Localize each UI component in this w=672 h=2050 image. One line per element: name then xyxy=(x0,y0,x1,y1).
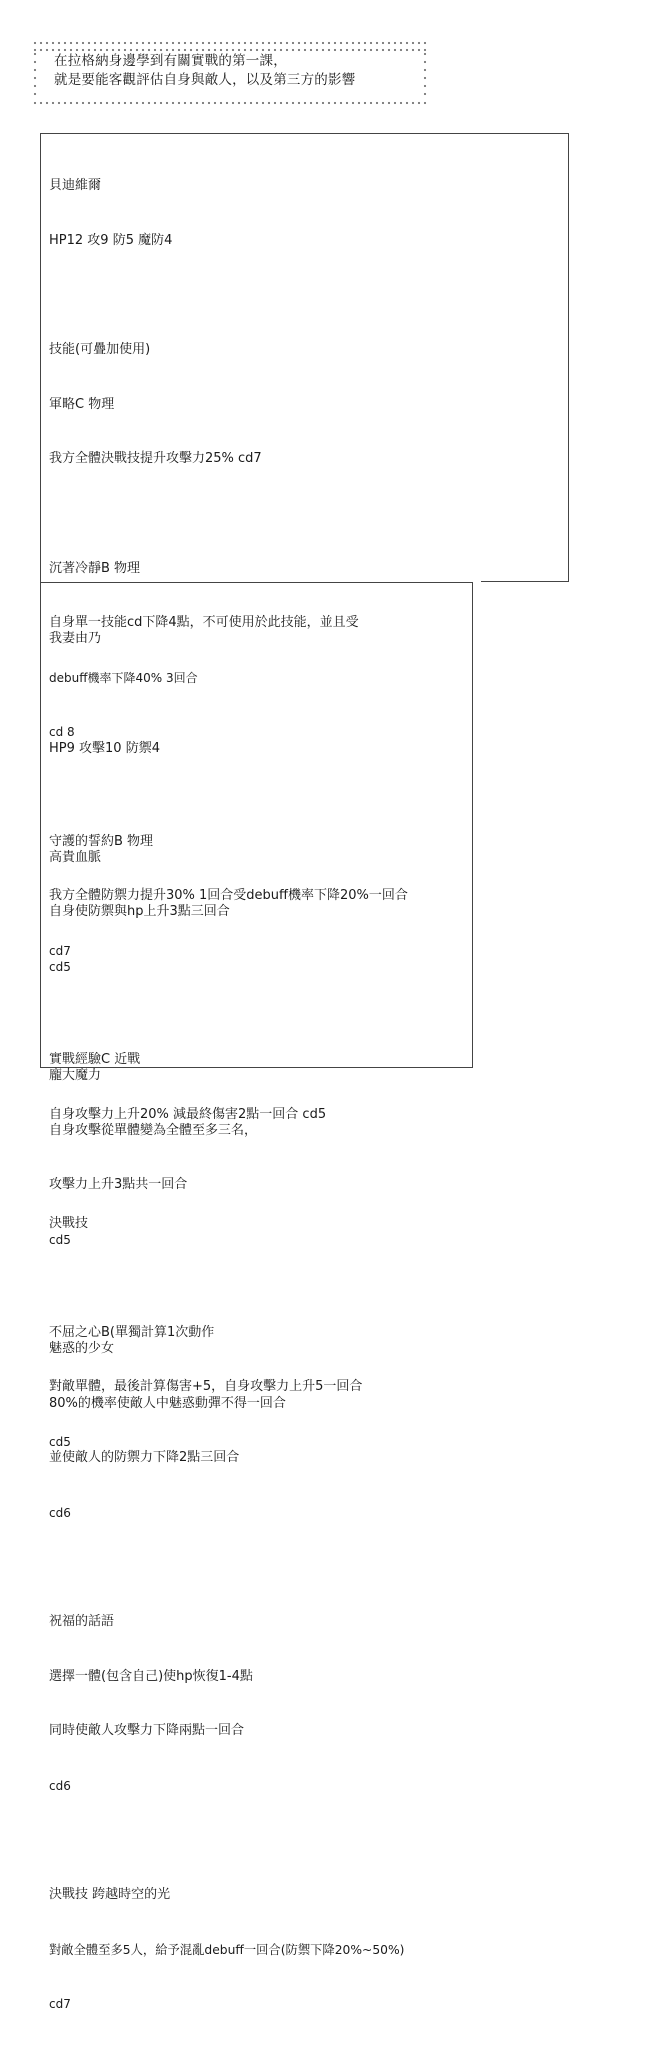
dotted-border-top xyxy=(32,40,428,46)
skill-name: 祝福的話語 xyxy=(49,1614,115,1630)
skill-description: 自身攻擊力上升20% 減最終傷害2點一回合 cd5 xyxy=(49,1106,327,1122)
skill-cooldown: cd5 xyxy=(49,1232,71,1247)
skill-name: 沉著冷靜B 物理 xyxy=(49,560,141,576)
skill-description: 我方全體決戰技提升攻擊力25% cd7 xyxy=(49,451,262,467)
skills-header: 技能(可疊加使用) xyxy=(49,342,151,358)
skill-description: 80%的機率使敵人中魅惑動彈不得一回合 xyxy=(49,1395,286,1411)
ultimate-cooldown: cd5 xyxy=(49,1435,71,1450)
character-name: 我妻由乃 xyxy=(49,631,102,647)
skill-cooldown: cd6 xyxy=(49,1505,71,1520)
ultimate-header: 決戰技 xyxy=(49,1215,89,1231)
skill-description: 自身攻擊從單體變為全體至多三名， xyxy=(49,1122,258,1138)
skill-cooldown: cd5 xyxy=(49,959,71,974)
skill-description: 自身單一技能cd下降4點，不可使用於此技能，並且受 xyxy=(49,615,359,631)
skill-name: 龐大魔力 xyxy=(49,1068,102,1084)
skill-cooldown: cd7 xyxy=(49,943,71,958)
dotted-border-right xyxy=(422,50,428,98)
intro-frame xyxy=(32,40,428,106)
skill-name: 高貴血脈 xyxy=(49,849,102,865)
skill-description: 並使敵人的防禦力下降2點三回合 xyxy=(49,1450,240,1466)
ultimate-description: 對敵全體至多5人，給予混亂debuff一回合(防禦下降20%~50%) xyxy=(49,1942,405,1957)
ultimate-cooldown: cd7 xyxy=(49,1997,71,2012)
skill-description: 自身使防禦與hp上升3點三回合 xyxy=(49,904,230,920)
intro-text xyxy=(54,52,355,90)
skill-description: 攻擊力上升3點共一回合 xyxy=(49,1177,188,1193)
ultimate-description: 對敵單體，最後計算傷害+5，自身攻擊力上升5一回合 xyxy=(49,1379,363,1395)
skill-name: 守護的誓約B 物理 xyxy=(49,833,154,849)
skill-name: 魅惑的少女 xyxy=(49,1341,115,1357)
skill-name: 軍略C 物理 xyxy=(49,396,115,412)
skill-description: 同時使敵人攻擊力下降兩點一回合 xyxy=(49,1723,245,1739)
dotted-border-left xyxy=(32,50,38,98)
card-top-border xyxy=(41,582,472,583)
skill-cooldown: cd6 xyxy=(49,1778,71,1793)
intro-line: 就是要能客觀評估自身與敵人，以及第三方的影響 xyxy=(54,72,356,88)
skill-description: debuff機率下降40% 3回合 xyxy=(49,670,198,685)
skill-cooldown: cd 8 xyxy=(49,725,75,740)
dotted-border-bottom xyxy=(32,100,428,106)
card-content xyxy=(49,594,404,2050)
card-bottom-border-right xyxy=(481,581,568,582)
ultimate-name: 不屈之心B(單獨計算1次動作 xyxy=(49,1324,215,1340)
skill-description: 我方全體防禦力提升30% 1回合受debuff機率下降20%一回合 xyxy=(49,888,408,904)
character-stats: HP12 攻9 防5 魔防4 xyxy=(49,233,173,248)
skill-description: 選擇一體(包含自己)使hp恢復1-4點 xyxy=(49,1668,253,1684)
character-stats: HP9 攻擊10 防禦4 xyxy=(49,740,160,756)
card-top-border xyxy=(41,133,568,134)
character-name: 貝迪維爾 xyxy=(49,178,102,194)
skill-name: 實戰經驗C 近戰 xyxy=(49,1051,141,1067)
ultimate-name: 決戰技 跨越時空的光 xyxy=(49,1887,171,1903)
intro-line: 在拉格納身邊學到有關實戰的第一課， xyxy=(54,53,287,69)
